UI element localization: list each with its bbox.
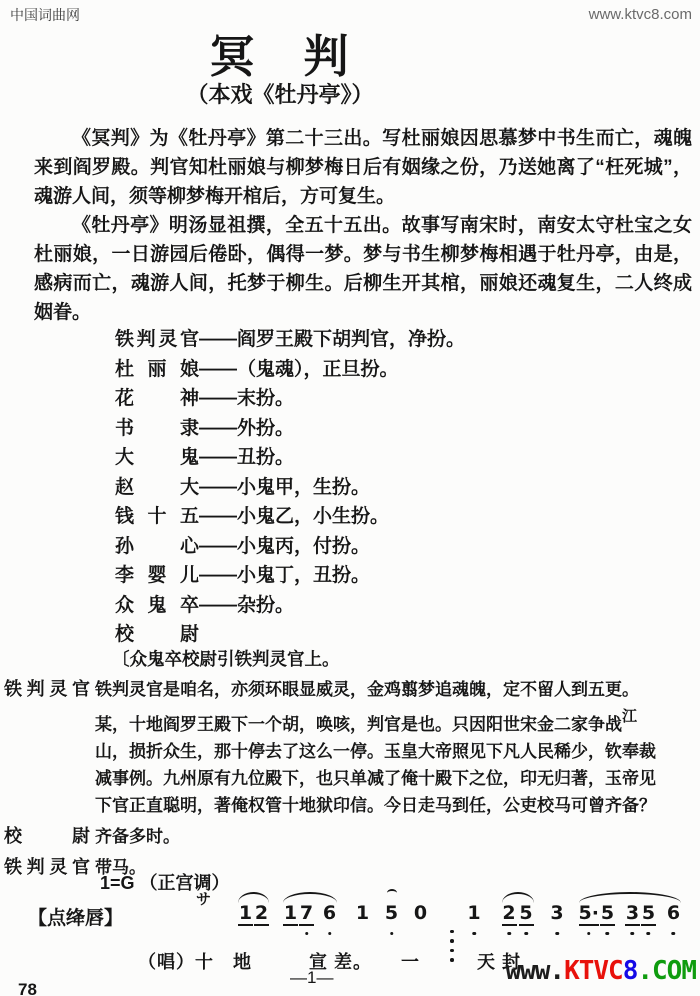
cast-row	[115, 532, 465, 562]
note-group	[412, 902, 429, 924]
cast-list	[115, 325, 465, 650]
logo-www: www.	[505, 956, 565, 986]
low-octave-dot	[328, 932, 332, 936]
cast-dash: ——	[199, 476, 237, 498]
stage-direction: 〔众鬼卒校尉引铁判灵官上。	[112, 649, 340, 669]
low-octave-dot	[524, 932, 528, 936]
low-octave-dot	[647, 932, 651, 936]
speech-line: 某，十地阎罗王殿下一个胡，唤咳，判官是也。只因阳世宋金二家争战江	[95, 708, 638, 734]
note: 1	[283, 902, 298, 924]
cast-desc: 小鬼丙，付扮。	[237, 535, 371, 557]
cast-row	[115, 325, 465, 355]
cast-row	[115, 591, 465, 621]
note-group	[578, 902, 682, 926]
cast-desc: 小鬼丁，丑扮。	[237, 565, 371, 586]
qupai-label: 【点绛唇】	[28, 908, 124, 929]
note: 0	[413, 902, 428, 924]
low-octave-dot	[305, 932, 309, 936]
note: 7	[299, 902, 314, 926]
cast-dash: ——	[199, 388, 237, 409]
note: 1	[467, 902, 482, 924]
note: 2	[502, 902, 517, 926]
note: 2	[254, 902, 269, 924]
note: 5	[519, 902, 534, 926]
logo-eight: 8	[622, 956, 638, 986]
cast-row	[115, 473, 465, 503]
speech-line: 带马。	[95, 858, 146, 877]
cast-desc: 杂扮。	[237, 594, 295, 616]
note: 6	[666, 902, 681, 924]
note-group	[466, 902, 483, 924]
cast-name: 赵大	[115, 476, 199, 498]
low-octave-dot	[606, 932, 610, 936]
intro-paragraph-2: 《牡丹亭》明汤显祖撰，全五十五出。故事写南宋时，南安太守杜宝之女杜丽娘，一日游园后倦卧，偶得一梦。梦与书生柳梦梅相遇于牡丹亭，由是，感病而亡，魂游人间，托梦于柳生。后柳生开其棺，丽娘还魂复生，二人终成姻眷。	[34, 215, 692, 323]
cast-row	[115, 443, 465, 473]
raised-char: 江	[622, 708, 638, 725]
intro-block	[34, 124, 692, 327]
speech-line: 减事例。九州原有九位殿下，也只单减了俺十殿下之位，印无归著，玉帝见	[95, 769, 656, 788]
low-octave-dot	[587, 932, 591, 936]
cast-name: 铁判灵官	[115, 329, 199, 350]
site-url: www.ktvc8.com	[588, 6, 692, 23]
low-octave-dot	[672, 932, 676, 936]
low-octave-dot	[390, 932, 394, 936]
cast-dash: ——	[199, 447, 237, 468]
logo-com: .COM	[637, 956, 696, 986]
note: 3	[550, 902, 565, 924]
cast-row	[115, 561, 465, 591]
cast-name: 杜丽娘	[115, 358, 199, 380]
note: 1	[238, 902, 253, 924]
music-key: 1=G （正宫调）	[100, 873, 230, 893]
site-logo	[505, 956, 696, 986]
cast-desc: 阎罗王殿下胡判官，净扮。	[237, 329, 466, 350]
cast-row	[115, 355, 465, 385]
note-group	[354, 902, 371, 924]
note: 5	[384, 902, 399, 924]
logo-ktvc: KTVC	[564, 956, 623, 986]
note: 5	[641, 902, 656, 926]
cast-dash: ——	[199, 329, 237, 350]
cast-desc: 小鬼乙，小生扮。	[237, 506, 390, 527]
cast-row	[115, 414, 465, 444]
cast-name: 钱十五	[115, 506, 199, 527]
sheet-page-number: —1—	[290, 968, 334, 987]
cast-name: 众鬼卒	[115, 594, 199, 616]
note-group	[237, 902, 270, 926]
note: 5	[600, 902, 615, 926]
cast-name: 孙心	[115, 535, 199, 557]
lyrics-line: （唱）十 地 宣 差。 一 天 封	[138, 952, 521, 972]
speech-line: 铁判灵官是咱名，亦须环眼显威灵，金鸡翦梦追魂魄，定不留人到五更。	[95, 680, 639, 699]
cast-desc: 丑扮。	[237, 447, 295, 468]
site-name: 中国词曲网	[10, 7, 80, 23]
cast-desc: （鬼魂），正旦扮。	[237, 358, 399, 380]
low-octave-dot	[631, 932, 635, 936]
cast-dash: ——	[199, 506, 237, 527]
speech	[90, 676, 696, 819]
ornament-mark	[387, 889, 397, 897]
speaker-label: 铁判灵官	[4, 679, 90, 699]
cast-row	[115, 384, 465, 414]
low-octave-dot	[555, 932, 559, 936]
note: 1	[355, 902, 370, 924]
cast-name: 花神	[115, 388, 199, 409]
cast-name: 李婴儿	[115, 565, 199, 586]
cast-desc: 末扮。	[237, 388, 295, 409]
speech	[90, 823, 696, 850]
cast-name: 书隶	[115, 417, 199, 439]
note-group	[282, 902, 338, 926]
cast-dash: ——	[199, 594, 237, 616]
note: 5·	[579, 902, 599, 926]
cast-desc: 小鬼甲，生扮。	[237, 476, 371, 498]
cast-dash: ——	[199, 417, 237, 439]
cast-dash: ——	[199, 565, 237, 586]
cast-dash: ——	[199, 535, 237, 557]
speech-line: 齐备多时。	[95, 827, 180, 846]
cast-desc: 外扮。	[237, 417, 295, 439]
cast-name: 校尉	[115, 624, 199, 645]
book-page-number: 78	[18, 980, 37, 996]
speaker-label: 铁判灵官	[4, 857, 90, 877]
page-title: 冥 判	[209, 31, 351, 82]
speech-line: 山，损折众生，那十停去了这么一停。玉皇大帝照见下凡人民稀少，钦奉裁	[95, 742, 656, 761]
dialog-row	[4, 676, 696, 819]
note-group	[501, 902, 535, 926]
low-octave-dot	[472, 932, 476, 936]
cast-name: 大鬼	[115, 447, 199, 468]
meter-mark: サ	[196, 891, 212, 908]
dialog-section	[4, 672, 696, 881]
speaker-label: 校 尉	[4, 826, 90, 846]
note-group	[549, 902, 566, 924]
intro-paragraph-1: 《冥判》为《牡丹亭》第二十三出。写杜丽娘因思慕梦中书生而亡，魂魄来到阎罗殿。判官知杜丽娘与柳梦梅日后有姻缘之份，乃送她离了“枉死城”，魂游人间，须等柳梦梅开棺后，方可复生。	[34, 128, 692, 207]
speech-line: 下官正直聪明，著俺权管十地狱印信。今日走马到任，公吏校马可曾齐备？	[95, 796, 656, 815]
page-subtitle: （本戏《牡丹亭》）	[186, 82, 374, 107]
low-octave-dot	[507, 932, 511, 936]
cast-dash: ——	[199, 358, 237, 380]
dialog-row	[4, 823, 696, 850]
cast-row	[115, 502, 465, 532]
note: 3	[625, 902, 640, 926]
note-group	[383, 902, 400, 924]
note: 6	[322, 902, 337, 924]
